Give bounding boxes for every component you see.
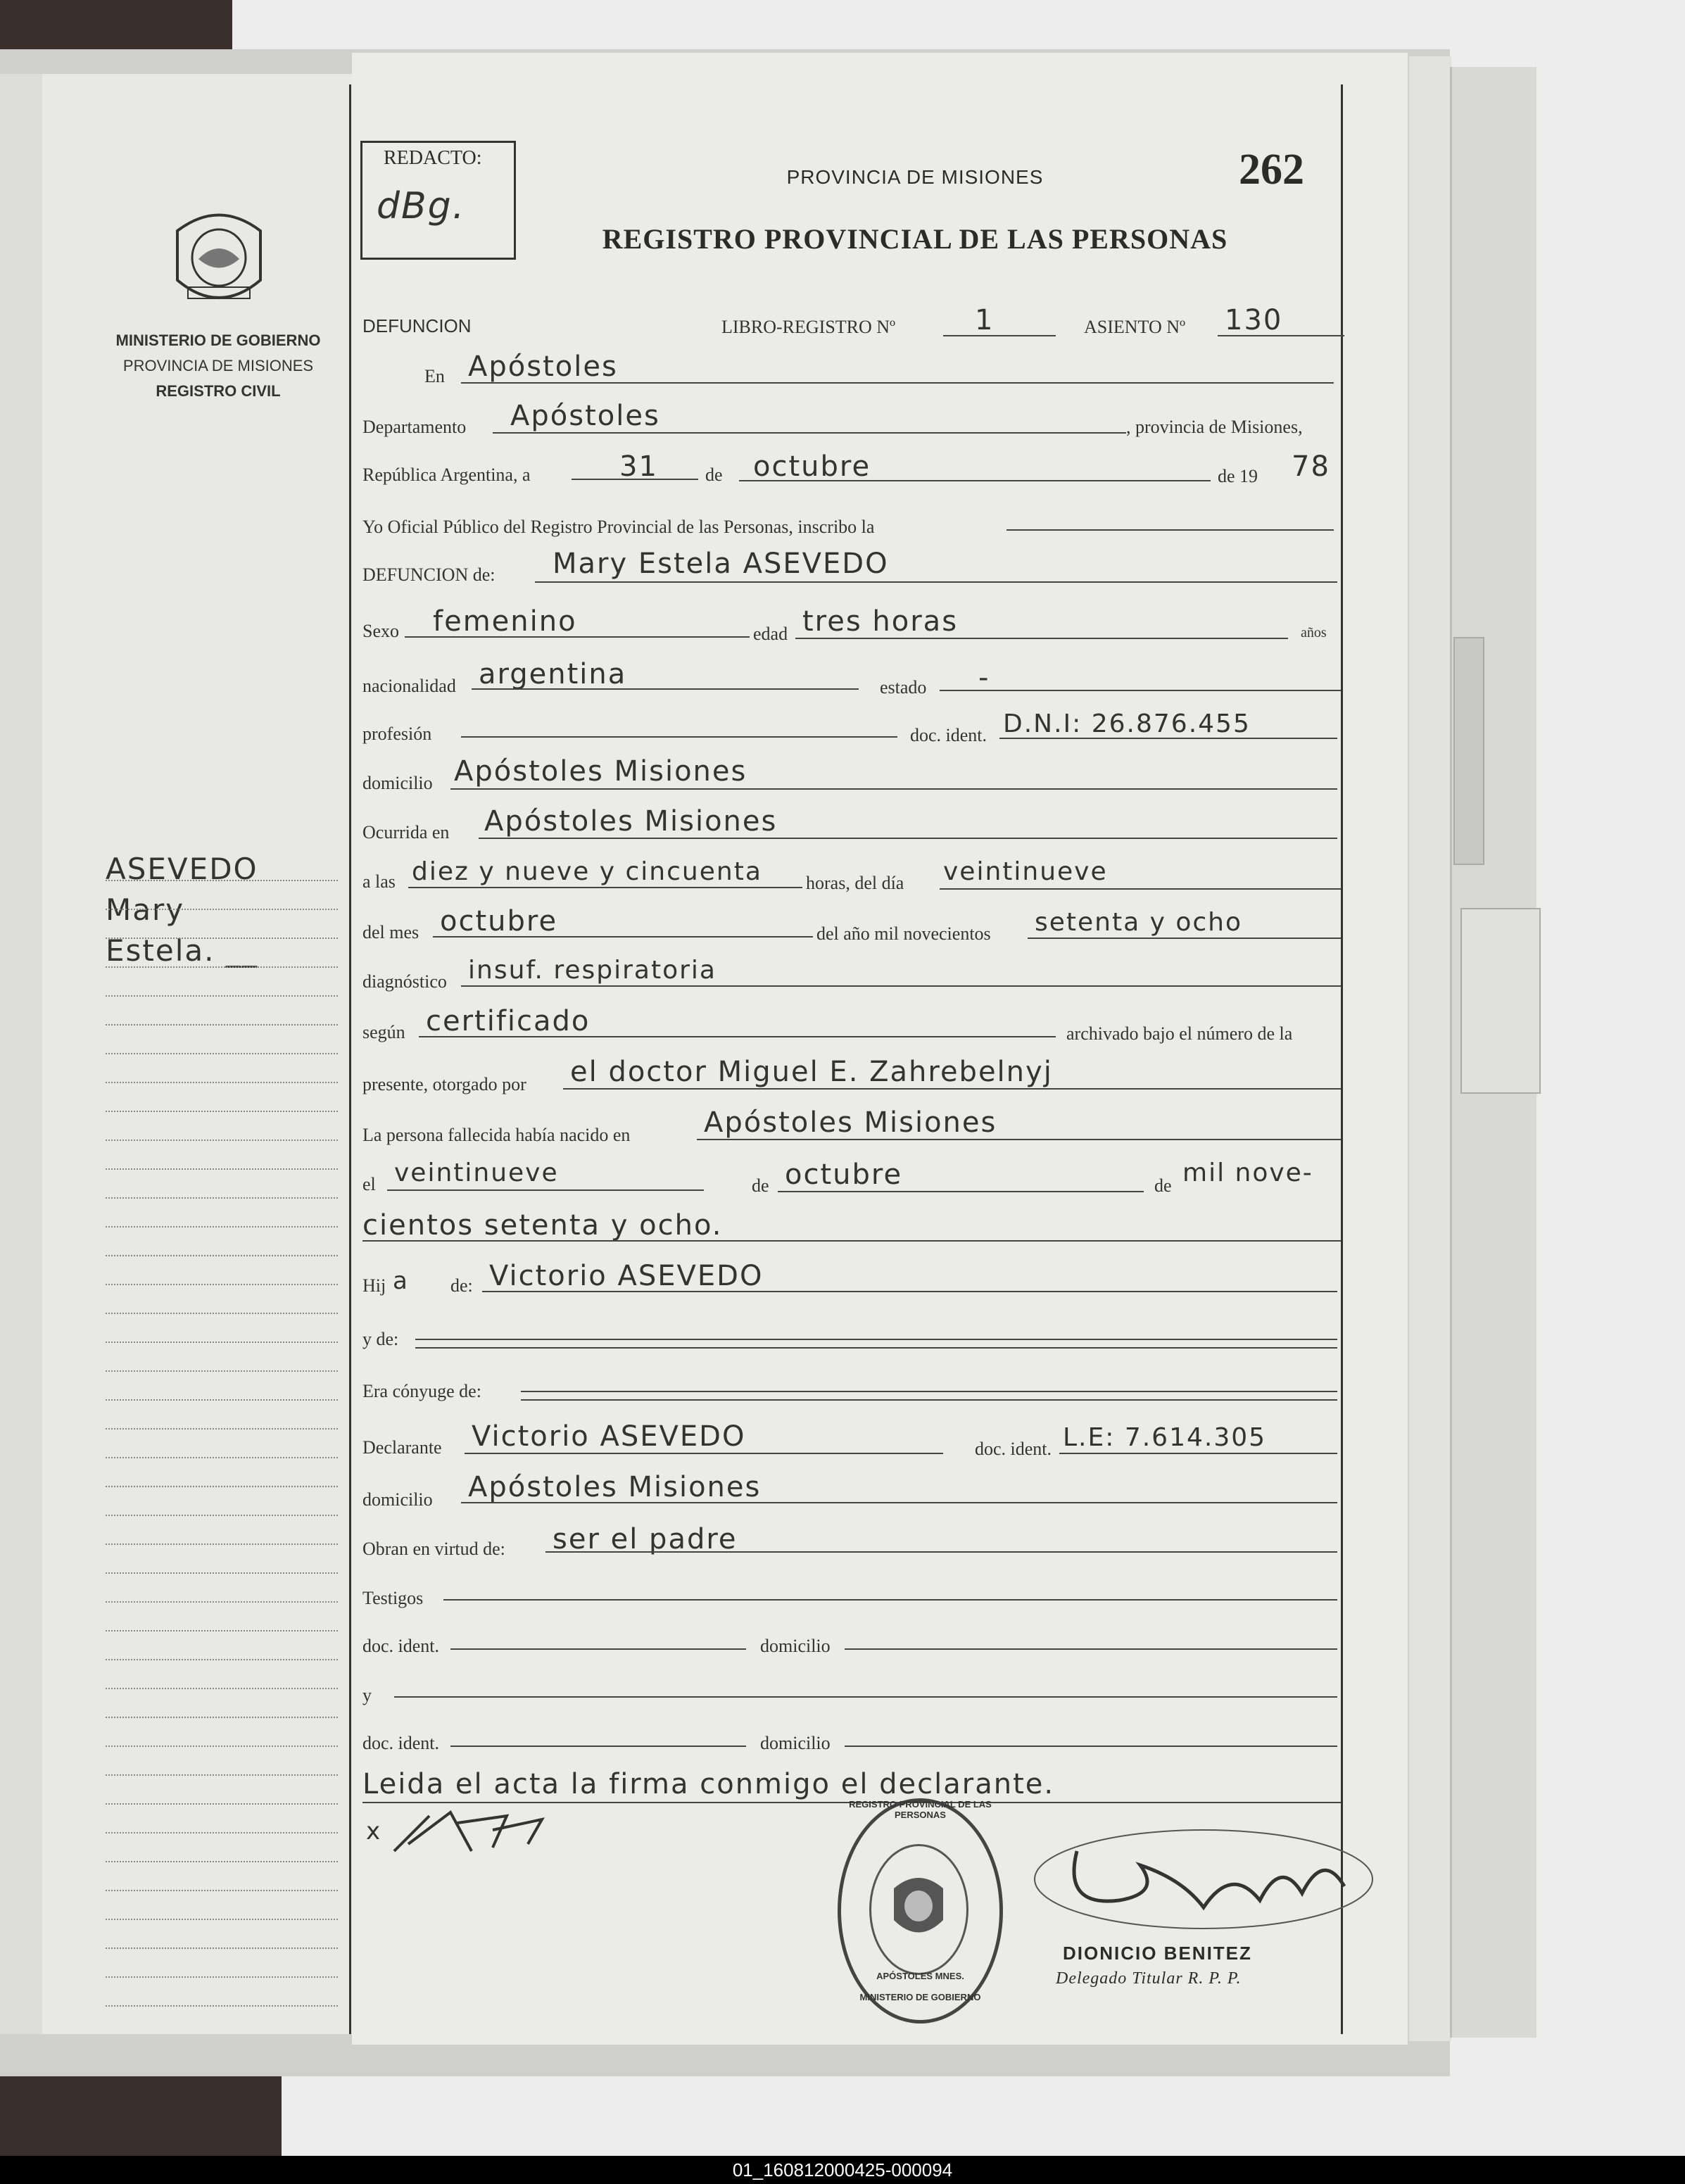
registry-title: REGISTRO PROVINCIAL DE LAS PERSONAS [602, 223, 1228, 255]
de2-label: de [1154, 1175, 1172, 1196]
paper-tab [1453, 637, 1484, 865]
diagnostico-value: insuf. respiratoria [468, 956, 717, 985]
index-line [106, 1428, 338, 1429]
asiento-line [1218, 335, 1344, 336]
testigos-line [443, 1599, 1337, 1601]
yde-line-2 [415, 1347, 1337, 1349]
domicilio-value: Apóstoles Misiones [454, 755, 747, 788]
domicilio3-line [845, 1648, 1337, 1650]
domicilio2-label: domicilio [362, 1489, 433, 1510]
stamp-inner-ring [869, 1844, 968, 1975]
page-border-left [349, 84, 351, 2034]
official-stamp [838, 1798, 1003, 2024]
dia-muerte-value: veintinueve [943, 857, 1108, 886]
index-line [106, 1890, 338, 1891]
redacto-label: REDACTO: [384, 147, 482, 169]
index-line [106, 1630, 338, 1631]
doc-ident4-line [450, 1746, 746, 1747]
libro-value: 1 [975, 304, 995, 336]
segun-label: según [362, 1022, 405, 1042]
diagnostico-label: diagnóstico [362, 971, 447, 992]
obran-value: ser el padre [553, 1523, 738, 1555]
domicilio-line [450, 788, 1337, 790]
nacionalidad-line [472, 688, 859, 690]
en-value: Apóstoles [468, 351, 618, 383]
index-line [106, 966, 338, 968]
redacto-box [360, 141, 516, 260]
de1-value: octubre [785, 1159, 903, 1191]
index-surname: ASEVEDO [106, 852, 258, 886]
estado-line [940, 690, 1341, 691]
hija-label: Hij [362, 1275, 386, 1296]
dia-value: 31 [619, 450, 658, 483]
profesion-label: profesión [362, 724, 432, 744]
mes-value: octubre [753, 450, 871, 483]
mes-line [739, 480, 1211, 481]
index-line [106, 1255, 338, 1256]
nacionalidad-value: argentina [479, 658, 627, 690]
ministry-header [99, 328, 338, 404]
archivado-label: archivado bajo el número de la [1066, 1023, 1293, 1044]
ocurrida-label: Ocurrida en [362, 822, 450, 842]
edad-label: edad [753, 624, 788, 644]
declarante-line [465, 1453, 943, 1454]
paper-tab [1460, 908, 1541, 1094]
redacto-initials: dBg. [377, 185, 466, 227]
estado-value: - [978, 662, 990, 694]
coat-of-arms-icon [170, 203, 267, 308]
index-line [106, 1659, 338, 1660]
domicilio2-line [461, 1502, 1337, 1503]
index-line [106, 1948, 338, 1949]
index-line [106, 1053, 338, 1054]
x-mark: x [366, 1817, 382, 1845]
background-corner-bottom [0, 2069, 282, 2156]
index-line [106, 1601, 338, 1603]
index-second-name: Estela. __ [106, 933, 258, 968]
image-caption: 01_160812000425-000094 [0, 2156, 1685, 2184]
obran-line [545, 1551, 1337, 1553]
index-line [106, 1024, 338, 1025]
de1-line [778, 1191, 1144, 1192]
index-line [106, 1313, 338, 1314]
profesion-line [461, 736, 897, 738]
doc-ident-value: D.N.I: 26.876.455 [1003, 709, 1251, 738]
declarante-value: Victorio ASEVEDO [472, 1420, 746, 1453]
segun-value: certificado [426, 1005, 591, 1037]
en-label: En [424, 366, 445, 386]
doc-ident3-line [450, 1648, 746, 1650]
index-line [106, 1111, 338, 1112]
el-value: veintinueve [394, 1159, 559, 1187]
stamp-inner-text: APÓSTOLES MNES. [876, 1971, 964, 1981]
hija-value: Victorio ASEVEDO [489, 1260, 764, 1292]
de-label: de [705, 465, 723, 485]
ministry-line-2: PROVINCIA DE MISIONES [122, 357, 314, 374]
delmes-line [433, 936, 813, 938]
doc-ident-line [999, 738, 1337, 739]
page-number: 262 [1239, 146, 1304, 194]
ministry-line-3: REGISTRO CIVIL [156, 382, 281, 400]
index-line [106, 1544, 338, 1545]
delanio-line [1028, 938, 1341, 939]
leida-value: Leida el acta la firma conmigo el declarante. [362, 1768, 1055, 1800]
domicilio2-value: Apóstoles Misiones [468, 1471, 762, 1503]
defuncion-label: DEFUNCION [362, 315, 472, 336]
declarant-signature-icon [387, 1802, 563, 1865]
domicilio3-label: domicilio [760, 1636, 831, 1656]
index-line [106, 1140, 338, 1141]
nacido-value: Apóstoles Misiones [704, 1106, 997, 1139]
yde-line [415, 1339, 1337, 1340]
defuncion-de-line [535, 581, 1337, 583]
index-line [106, 1861, 338, 1862]
page-stack-edge [1408, 56, 1451, 2041]
registrar-signature-icon [1021, 1823, 1387, 1943]
obran-label: Obran en virtud de: [362, 1539, 505, 1559]
delanio-value: setenta y ocho [1035, 908, 1243, 937]
index-line [106, 1486, 338, 1487]
index-line [106, 1803, 338, 1805]
nacido-line [697, 1139, 1341, 1140]
index-line [106, 1688, 338, 1689]
alas-label: a las [362, 871, 396, 892]
defuncion-de-label: DEFUNCION de: [362, 564, 496, 585]
el-label: el [362, 1174, 376, 1194]
index-line [106, 1082, 338, 1083]
de2-value: mil nove- [1182, 1159, 1313, 1187]
diagnostico-line [461, 985, 1341, 987]
index-line [106, 1572, 338, 1574]
conyuge-line-2 [521, 1399, 1337, 1401]
registrar-name: DIONICIO BENITEZ [1063, 1943, 1252, 1964]
delanio-label: del año mil novecientos [816, 923, 991, 944]
index-line [106, 1342, 338, 1343]
edad-line [795, 638, 1288, 639]
cientos-line [362, 1240, 1341, 1242]
alas-line [408, 887, 802, 888]
republica-label: República Argentina, a [362, 465, 531, 485]
libro-label: LIBRO-REGISTRO Nº [721, 317, 896, 337]
doc-ident3-label: doc. ident. [362, 1636, 440, 1656]
doc-ident2-label: doc. ident. [975, 1439, 1052, 1459]
registrar-title: Delegado Titular R. P. P. [1056, 1969, 1242, 1988]
estado-label: estado [880, 677, 927, 698]
asiento-label: ASIENTO Nº [1084, 317, 1186, 337]
stamp-bottom-text: MINISTERIO DE GOBIERNO [859, 1992, 981, 2002]
index-line [106, 1370, 338, 1372]
index-line [106, 1399, 338, 1401]
edad-value: tres horas [802, 605, 959, 638]
dia-muerte-line [940, 888, 1341, 890]
oficial-text: Yo Oficial Público del Registro Provincial de las Personas, inscribo la [362, 517, 875, 537]
doc-ident-label: doc. ident. [910, 725, 987, 745]
doc-ident4-label: doc. ident. [362, 1733, 440, 1753]
conyuge-line [521, 1391, 1337, 1392]
en-line [461, 382, 1334, 384]
de1-label: de [752, 1175, 769, 1196]
asiento-value: 130 [1225, 304, 1283, 336]
sexo-line [405, 636, 750, 638]
index-line [106, 1168, 338, 1170]
index-line [106, 1746, 338, 1747]
index-lines [106, 880, 338, 2034]
hija-letter: a [393, 1267, 409, 1295]
doc-ident2-line [1059, 1453, 1337, 1454]
y-line [394, 1696, 1337, 1698]
cientos-value: cientos setenta y ocho. [362, 1209, 723, 1242]
de19-label: de 19 [1218, 466, 1258, 486]
conyuge-label: Era cónyuge de: [362, 1381, 481, 1401]
sexo-label: Sexo [362, 621, 399, 641]
domicilio-label: domicilio [362, 773, 433, 793]
defuncion-de-value: Mary Estela ASEVEDO [553, 548, 889, 580]
delmes-value: octubre [440, 905, 558, 938]
provincia-suffix: , provincia de Misiones, [1126, 417, 1303, 437]
hija-line [482, 1291, 1337, 1292]
index-line [106, 1457, 338, 1458]
doc-ident2-value: L.E: 7.614.305 [1063, 1423, 1267, 1452]
departamento-value: Apóstoles [510, 400, 660, 432]
index-line [106, 1284, 338, 1285]
libro-line [943, 335, 1056, 336]
index-line [106, 909, 338, 910]
page-border-right [1341, 84, 1343, 2034]
el-line [387, 1189, 704, 1191]
index-line [106, 1197, 338, 1199]
index-line [106, 1774, 338, 1776]
ocurrida-line [479, 838, 1337, 839]
index-first-name: Mary [106, 892, 185, 927]
index-line [106, 1226, 338, 1227]
index-line [106, 1515, 338, 1516]
index-line [106, 1717, 338, 1718]
index-line [106, 1832, 338, 1833]
sexo-value: femenino [433, 605, 577, 638]
stamp-top-text: REGISTRO PROVINCIAL DE LAS PERSONAS [849, 1799, 992, 1820]
horas-label: horas, del día [806, 873, 904, 893]
hija-de-label: de: [450, 1275, 473, 1296]
index-line [106, 1919, 338, 1920]
declarante-label: Declarante [362, 1437, 442, 1458]
anos-label: años [1301, 625, 1327, 640]
index-line [106, 880, 338, 881]
stamp-coat-of-arms-icon [890, 1871, 947, 1941]
presente-value: el doctor Miguel E. Zahrebelnyj [570, 1056, 1053, 1088]
nacido-label: La persona fallecida había nacido en [362, 1125, 631, 1145]
segun-line [419, 1036, 1056, 1037]
yde-label: y de: [362, 1329, 399, 1349]
domicilio4-line [845, 1746, 1337, 1747]
domicilio4-label: domicilio [760, 1733, 831, 1753]
departamento-line [493, 432, 1126, 434]
ocurrida-value: Apóstoles Misiones [484, 805, 778, 838]
nacionalidad-label: nacionalidad [362, 676, 456, 696]
alas-value: diez y nueve y cincuenta [412, 857, 762, 886]
delmes-label: del mes [362, 922, 419, 942]
index-line [106, 1976, 338, 1978]
departamento-label: Departamento [362, 417, 467, 437]
anio-value: 78 [1292, 450, 1330, 483]
index-line [106, 2005, 338, 2007]
province-title: PROVINCIA DE MISIONES [786, 166, 1044, 188]
left-page-edge [0, 74, 42, 2034]
ministry-line-1: MINISTERIO DE GOBIERNO [115, 332, 321, 349]
index-line [106, 995, 338, 997]
testigos-label: Testigos [362, 1588, 424, 1608]
y-label: y [362, 1685, 372, 1705]
presente-line [563, 1088, 1341, 1090]
index-line [106, 938, 338, 939]
oficial-line [1006, 529, 1334, 531]
presente-label: presente, otorgado por [362, 1074, 526, 1094]
